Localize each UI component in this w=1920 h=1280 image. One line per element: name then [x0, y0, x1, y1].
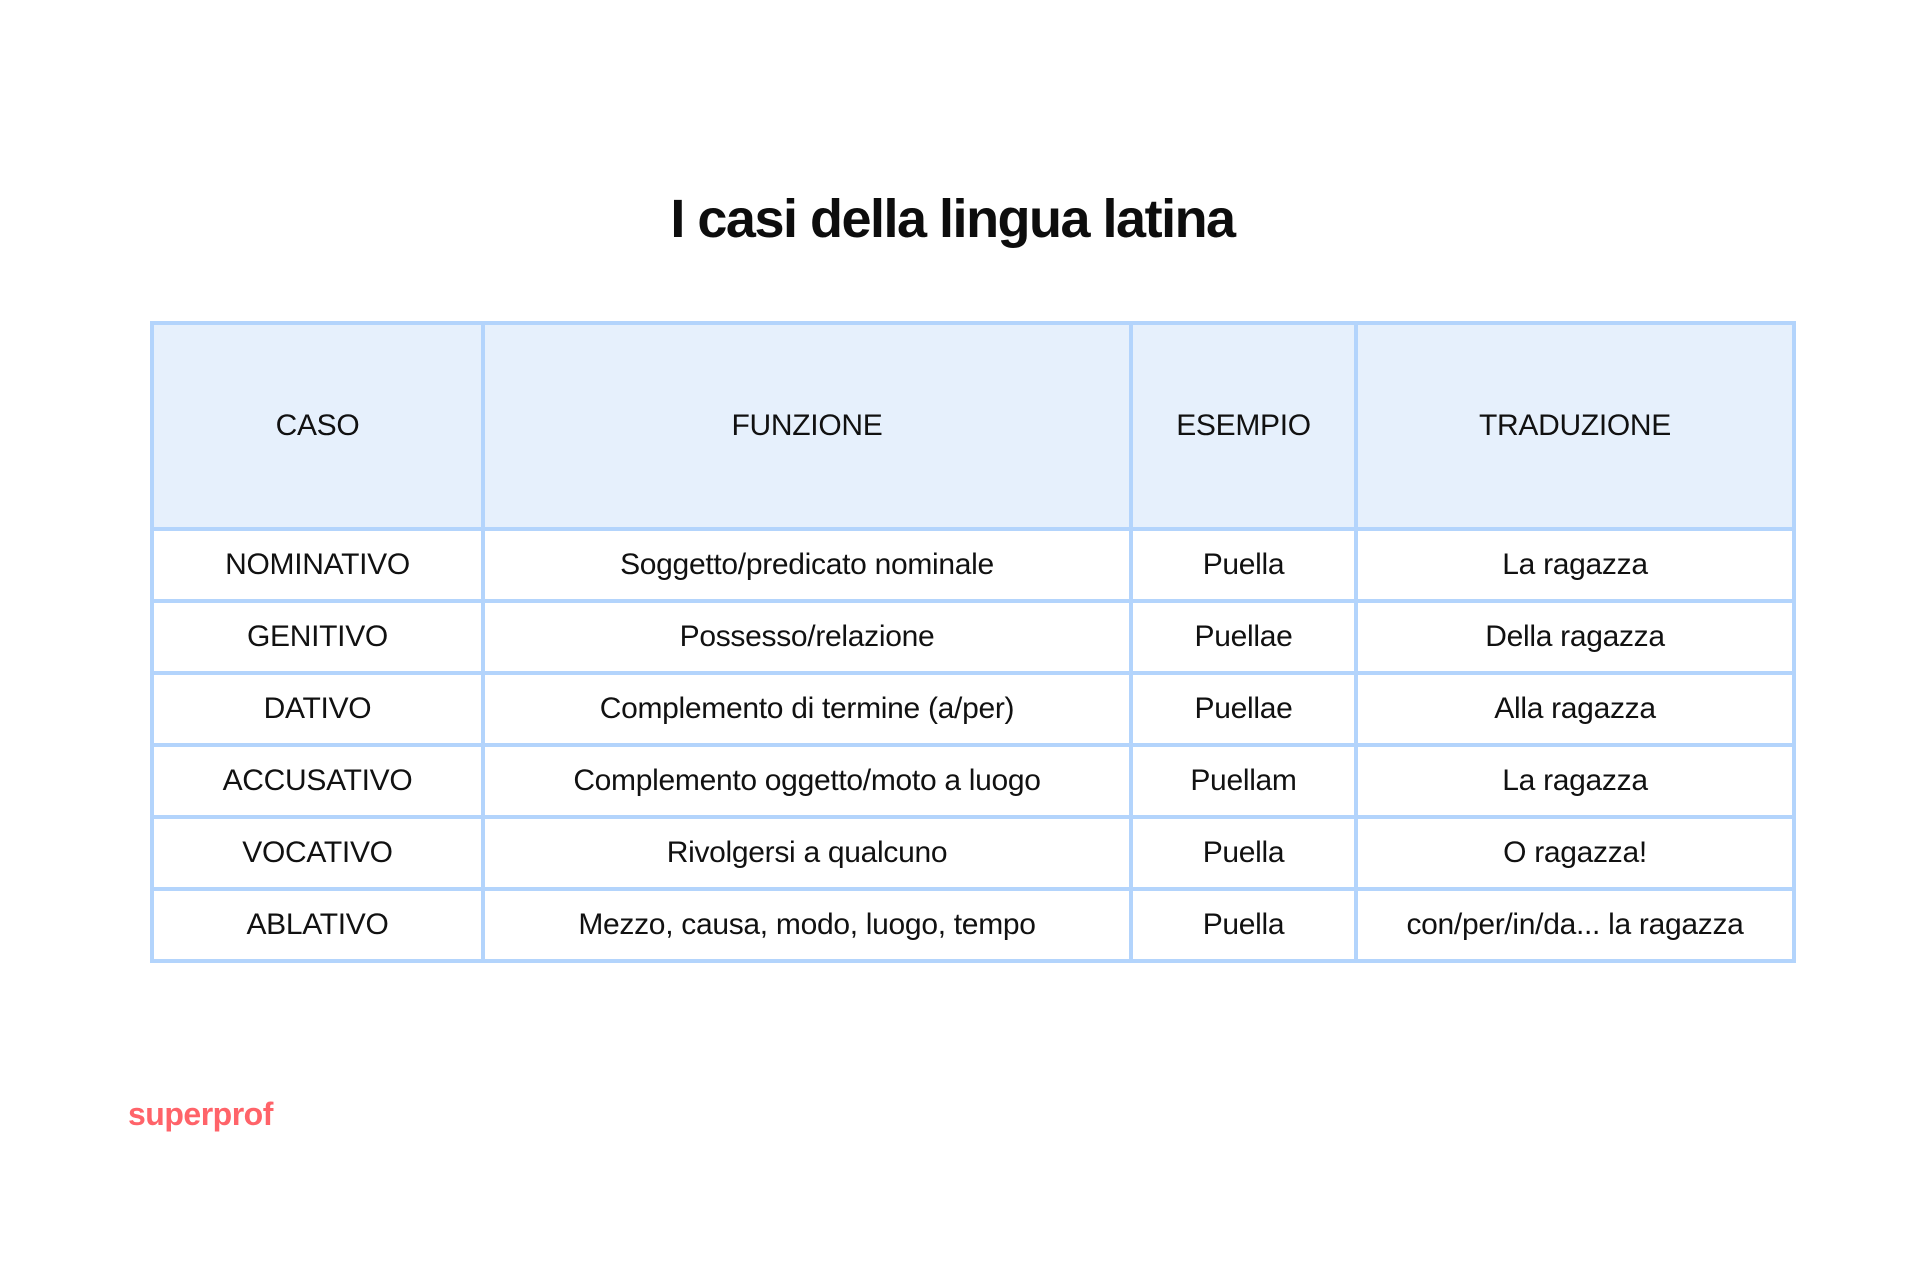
- page-title: I casi della lingua latina: [670, 189, 1235, 249]
- table-row-genitivo: [152, 601, 1794, 673]
- cell-traduzione: con/per/in/da... la ragazza: [1356, 889, 1794, 961]
- cell-caso: ACCUSATIVO: [152, 745, 483, 817]
- superprof-logo: superprof: [128, 1096, 273, 1132]
- cell-funzione: Complemento oggetto/moto a luogo: [483, 745, 1131, 817]
- cell-traduzione: Alla ragazza: [1356, 673, 1794, 745]
- cell-funzione: Rivolgersi a qualcuno: [483, 817, 1131, 889]
- header-traduzione: TRADUZIONE: [1356, 323, 1794, 529]
- header-esempio: ESEMPIO: [1131, 323, 1356, 529]
- cell-esempio: Puella: [1131, 529, 1356, 601]
- table-row-dativo: [152, 673, 1794, 745]
- cell-esempio: Puella: [1131, 889, 1356, 961]
- cell-funzione: Mezzo, causa, modo, luogo, tempo: [483, 889, 1131, 961]
- latin-cases-table: [150, 321, 1796, 963]
- table-row-accusativo: [152, 745, 1794, 817]
- table-header-row: [152, 323, 1794, 529]
- cell-traduzione: La ragazza: [1356, 529, 1794, 601]
- cell-funzione: Complemento di termine (a/per): [483, 673, 1131, 745]
- cell-traduzione: La ragazza: [1356, 745, 1794, 817]
- cell-funzione: Soggetto/predicato nominale: [483, 529, 1131, 601]
- table-row-ablativo: [152, 889, 1794, 961]
- cell-traduzione: O ragazza!: [1356, 817, 1794, 889]
- cell-caso: GENITIVO: [152, 601, 483, 673]
- table-row-vocativo: [152, 817, 1794, 889]
- cell-caso: VOCATIVO: [152, 817, 483, 889]
- cell-funzione: Possesso/relazione: [483, 601, 1131, 673]
- header-caso: CASO: [152, 323, 483, 529]
- cell-esempio: Puellae: [1131, 673, 1356, 745]
- cell-caso: DATIVO: [152, 673, 483, 745]
- cell-caso: ABLATIVO: [152, 889, 483, 961]
- cell-caso: NOMINATIVO: [152, 529, 483, 601]
- header-funzione: FUNZIONE: [483, 323, 1131, 529]
- cell-traduzione: Della ragazza: [1356, 601, 1794, 673]
- table-row-nominativo: [152, 529, 1794, 601]
- cell-esempio: Puella: [1131, 817, 1356, 889]
- cell-esempio: Puellae: [1131, 601, 1356, 673]
- cell-esempio: Puellam: [1131, 745, 1356, 817]
